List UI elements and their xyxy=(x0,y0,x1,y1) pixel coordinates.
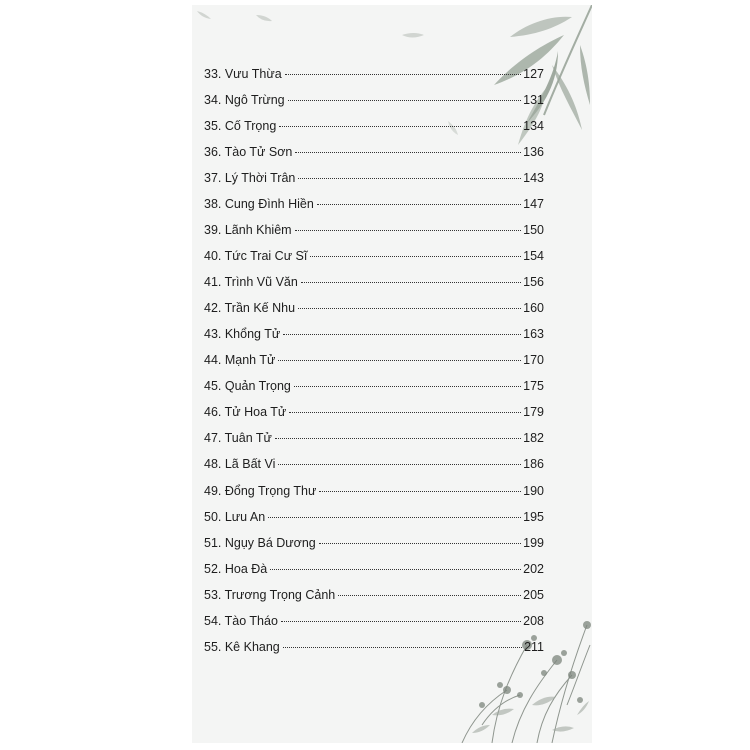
page-number: 160 xyxy=(523,301,544,316)
entry-title: 36. Tào Tử Sơn xyxy=(204,145,293,160)
dot-leader xyxy=(281,621,521,622)
toc-entry xyxy=(204,457,544,483)
page-number: 163 xyxy=(523,327,544,342)
page-number: 170 xyxy=(523,353,544,368)
entry-title: 48. Lã Bất Vi xyxy=(204,457,276,472)
toc-entry xyxy=(204,562,544,588)
page-number: 143 xyxy=(523,171,544,186)
page-number: 190 xyxy=(523,483,544,498)
page-number: 195 xyxy=(523,509,544,524)
entry-title: 54. Tào Tháo xyxy=(204,613,278,628)
entry-title: 49. Đổng Trọng Thư xyxy=(204,483,317,498)
toc-entry xyxy=(204,353,544,379)
entry-title: 41. Trình Vũ Văn xyxy=(204,275,298,290)
page-number: 182 xyxy=(523,431,544,446)
entry-title: 39. Lãnh Khiêm xyxy=(204,223,292,238)
page-number: 202 xyxy=(523,561,544,576)
toc-entry xyxy=(204,223,544,249)
toc-entry xyxy=(204,145,544,171)
toc-entry xyxy=(204,431,544,457)
page-number: 150 xyxy=(523,223,544,238)
page-number: 208 xyxy=(523,613,544,628)
page-number: 186 xyxy=(523,457,544,472)
dot-leader xyxy=(338,595,521,596)
page-number: 147 xyxy=(523,197,544,212)
dot-leader xyxy=(268,517,521,518)
dot-leader xyxy=(288,100,522,101)
toc-entry xyxy=(204,171,544,197)
dot-leader xyxy=(279,126,521,127)
entry-title: 38. Cung Đình Hiền xyxy=(204,197,314,212)
toc-entry xyxy=(204,379,544,405)
book-page xyxy=(192,5,592,743)
entry-title: 44. Mạnh Tử xyxy=(204,353,276,368)
entry-title: 47. Tuân Tử xyxy=(204,431,272,446)
table-of-contents xyxy=(204,67,544,666)
entry-title: 33. Vưu Thừa xyxy=(204,67,282,81)
page-number: 154 xyxy=(523,249,544,264)
dot-leader xyxy=(285,74,521,75)
entry-title: 34. Ngô Trừng xyxy=(204,93,285,108)
entry-title: 50. Lưu An xyxy=(204,509,266,524)
toc-entry xyxy=(204,588,544,614)
page-number: 131 xyxy=(523,93,544,108)
entry-title: 43. Khổng Tử xyxy=(204,327,281,342)
page-number: 205 xyxy=(523,587,544,602)
dot-leader xyxy=(319,543,521,544)
page-number: 175 xyxy=(523,379,544,394)
dot-leader xyxy=(283,647,522,648)
dot-leader xyxy=(295,152,521,153)
toc-entry xyxy=(204,405,544,431)
entry-title: 37. Lý Thời Trân xyxy=(204,171,296,186)
entry-title: 52. Hoa Đà xyxy=(204,561,268,576)
toc-entry xyxy=(204,67,544,93)
toc-entry xyxy=(204,614,544,640)
page-number: 199 xyxy=(523,535,544,550)
entry-title: 40. Tức Trai Cư Sĩ xyxy=(204,249,308,264)
page-number: 156 xyxy=(523,275,544,290)
dot-leader xyxy=(319,491,521,492)
toc-entry xyxy=(204,536,544,562)
toc-entry xyxy=(204,275,544,301)
toc-entry xyxy=(204,640,544,666)
entry-title: 51. Ngụy Bá Dương xyxy=(204,535,316,550)
dot-leader xyxy=(310,256,521,257)
page-number: 134 xyxy=(523,119,544,134)
dot-leader xyxy=(289,412,521,413)
entry-title: 45. Quản Trọng xyxy=(204,379,291,394)
toc-entry xyxy=(204,327,544,353)
toc-entry xyxy=(204,484,544,510)
dot-leader xyxy=(270,569,521,570)
dot-leader xyxy=(317,204,521,205)
dot-leader xyxy=(294,386,521,387)
dot-leader xyxy=(298,308,521,309)
page-number: 136 xyxy=(523,145,544,160)
entry-title: 42. Trần Kế Nhu xyxy=(204,301,296,316)
dot-leader xyxy=(298,178,521,179)
dot-leader xyxy=(283,334,521,335)
page-number: 127 xyxy=(523,67,544,81)
entry-title: 46. Tử Hoa Tử xyxy=(204,405,287,420)
toc-entry xyxy=(204,510,544,536)
dot-leader xyxy=(295,230,522,231)
page-number: 211 xyxy=(524,639,544,654)
toc-entry xyxy=(204,301,544,327)
entry-title: 35. Cố Trọng xyxy=(204,119,277,134)
entry-title: 53. Trương Trọng Cảnh xyxy=(204,587,336,602)
toc-entry xyxy=(204,93,544,119)
dot-leader xyxy=(301,282,521,283)
page-number: 179 xyxy=(523,405,544,420)
dot-leader xyxy=(278,360,521,361)
toc-entry xyxy=(204,119,544,145)
dot-leader xyxy=(278,464,521,465)
entry-title: 55. Kê Khang xyxy=(204,639,280,654)
toc-entry xyxy=(204,197,544,223)
dot-leader xyxy=(275,438,521,439)
toc-entry xyxy=(204,249,544,275)
